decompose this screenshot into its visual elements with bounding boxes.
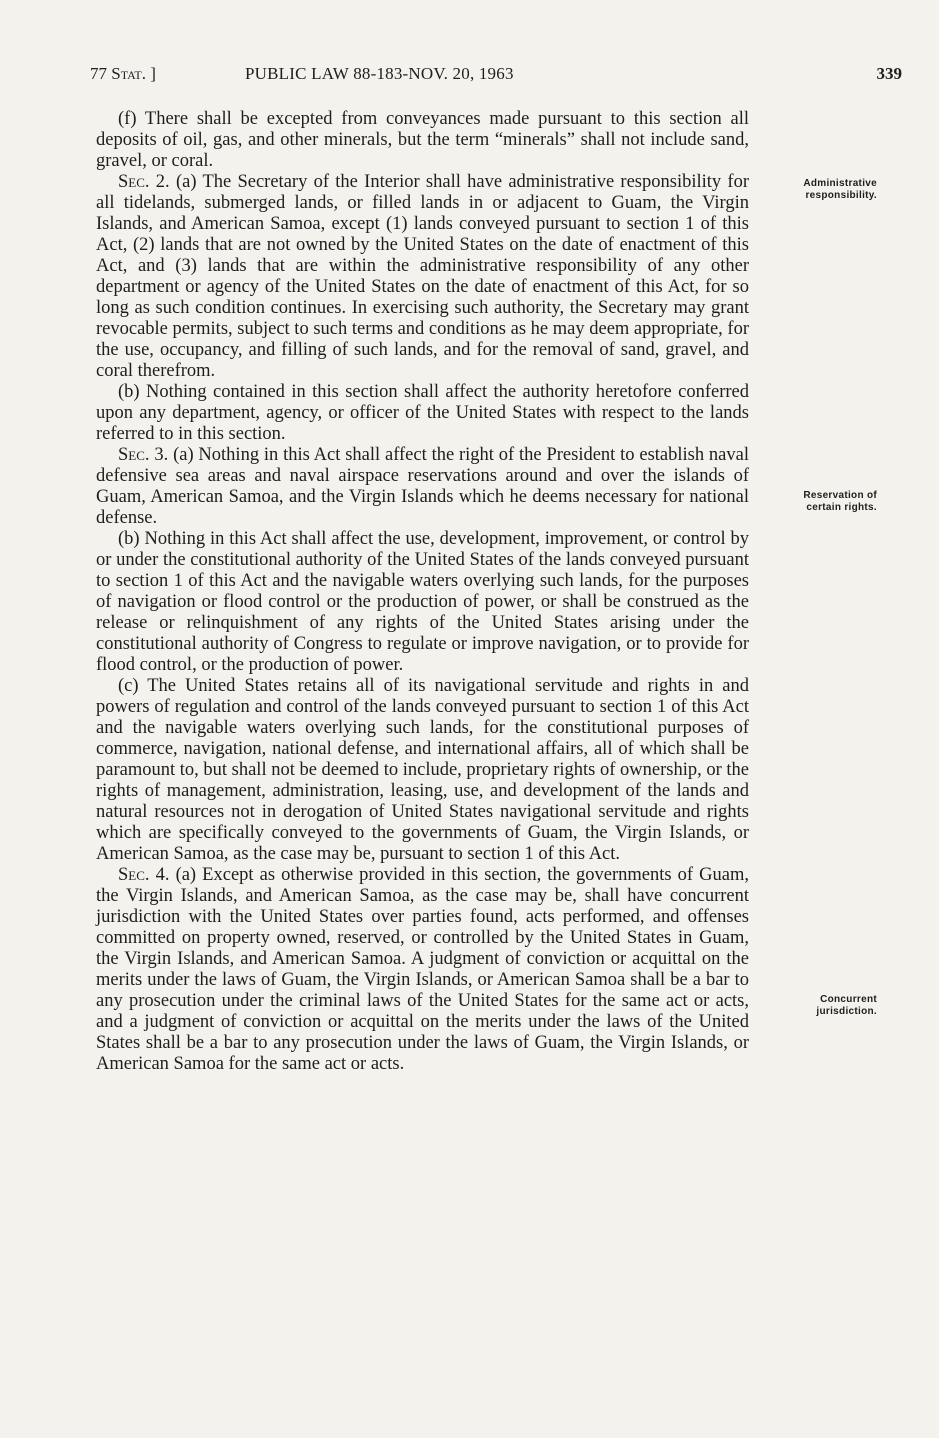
section-3-c: (c) The United States retains all of its navigational servitude and rights in and powers of regulation and control of the lands conveyed pursuant to section 1 of this Act and the navigable waters overlying such lands, for the constitutional purposes of commerce, navigation, national defense, and international affairs, all of which shall be paramount to, but shall not be deemed to include, proprietary rights of ownership, or the rights of management, administration, leasing, use, and development of the lands and natural resources not in derogation of United States navigational servitude and rights which are specifically conveyed to the governments of Guam, the Virgin Islands, or American Samoa, as the case may be, pursuant to section 1 of this Act. [96, 676, 749, 864]
law-title: PUBLIC LAW 88-183-NOV. 20, 1963 [245, 64, 514, 83]
margin-note-concurrent-jurisdiction: Concurrent jurisdiction. [816, 994, 877, 1017]
paragraph-f: (f) There shall be excepted from conveyances made pursuant to this section all deposits of oil, gas, and other minerals, but the term “minerals” shall not include sand, gravel, or coral. [96, 109, 749, 171]
section-label: Sec. 3. [118, 445, 169, 465]
statute-reference: 77 Stat. ] [90, 64, 156, 83]
margin-note-reservation-of-rights: Reservation of certain rights. [803, 490, 877, 513]
margin-note-administrative-responsibility: Administrative responsibility. [803, 178, 877, 201]
section-2-a: Sec. 2. (a) The Secretary of the Interior shall have administrative responsibility for all tidelands, submerged lands, or filled lands in or adjacent to Guam, the Virgin Islands, and American Samoa, except (1) lands conveyed pursuant to section 1 of this Act, (2) lands that are not owned by the United States on the date of enactment of this Act, and (3) lands that are within the administrative responsibility of any other department or agency of the United States on the date of enactment of this Act, for so long as such condition continues. In exercising such authority, the Secretary may grant revocable permits, subject to such terms and conditions as he may deem appropriate, for the use, occupancy, and filling of such lands, and for the removal of sand, gravel, and coral therefrom. [96, 172, 750, 381]
section-3-a: Sec. 3. (a) Nothing in this Act shall affect the right of the President to establish naval defensive sea areas and naval airspace reservations around and over the islands of Guam, American Samoa, and the Virgin Islands which he deems necessary for national defense. [96, 445, 749, 528]
section-3-b: (b) Nothing in this Act shall affect the use, development, improvement, or control by or under the constitutional authority of the United States of the lands conveyed pursuant to section 1 of this Act and the navigable waters overlying such lands, for the purposes of navigation or flood control or the production of power, or shall be construed as the release or relinquishment of any rights of the United States arising under the constitutional authority of Congress to regulate or improve navigation, or to provide for flood control, or the production of power. [96, 529, 749, 675]
section-2-b: (b) Nothing contained in this section shall affect the authority heretofore conferred upon any department, agency, or officer of the United States with respect to the lands referred to in this section. [96, 382, 749, 444]
section-label: Sec. 2. [118, 172, 170, 192]
body-text [96, 109, 749, 1075]
page-number: 339 [876, 64, 902, 83]
page-header [90, 64, 902, 88]
section-label: Sec. 4. [118, 865, 170, 885]
section-4-a: Sec. 4. (a) Except as otherwise provided in this section, the governments of Guam, the Virgin Islands, and American Samoa, as the case may be, shall have concurrent jurisdiction with the United States over parties found, acts performed, and offenses committed on property owned, reserved, or controlled by the United States in Guam, the Virgin Islands, and American Samoa. A judgment of conviction or acquittal on the merits under the laws of Guam, the Virgin Islands, or American Samoa shall be a bar to any prosecution under the criminal laws of the United States for the same act or acts, and a judgment of conviction or acquittal on the merits under the laws of the United States shall be a bar to any prosecution under the laws of Guam, the Virgin Islands, or American Samoa for the same act or acts. [96, 865, 749, 1074]
